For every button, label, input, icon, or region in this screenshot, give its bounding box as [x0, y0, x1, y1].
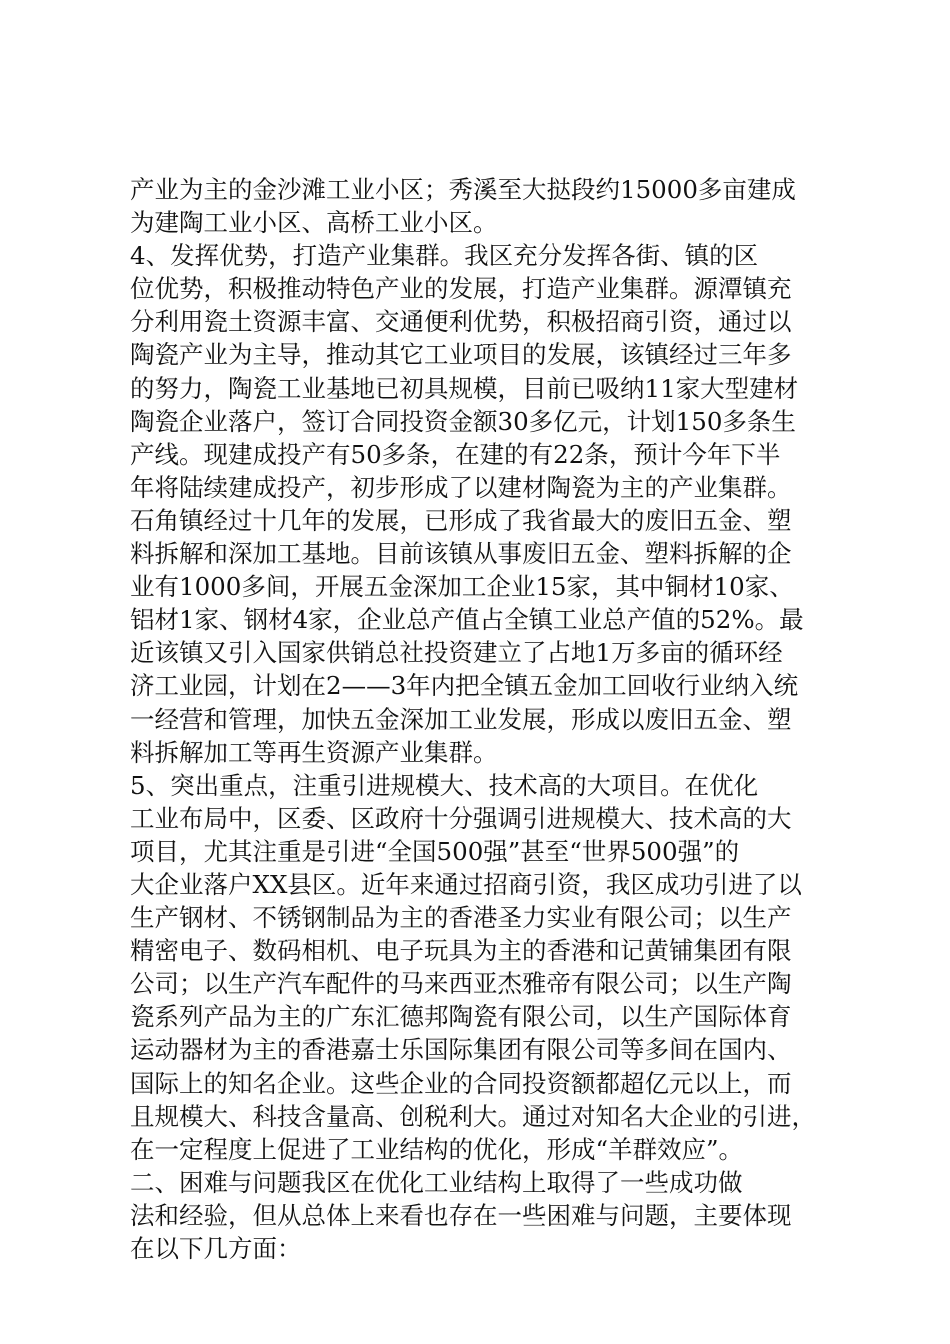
- paragraph-industry-clusters: 4、发挥优势，打造产业集群。我区充分发挥各街、镇的区 位优势，积极推动特色产业的发展，打造产业集群。源潭镇充 分利用瓷土资源丰富、交通便利优势，积极招商引资，通过以 陶瓷产业为主导，推动其它工业项目的发展，该镇经过三年多 的努力，陶瓷工业基地已初具规模，目前已吸纳11家大型建材 陶瓷企业落户，签订合同投资金额30多亿元，计划150多条生 产线。现建成投产有50多条，在建的有22条，预计今年下半 年将陆续建成投产，初步形成了以建材陶瓷为主的产业集群。 石角镇经过十几年的发展，已形成了我省最大的废旧五金、塑 料拆解和深加工基地。目前该镇从事废旧五金、塑料拆解的企 业有1000多间，开展五金深加工企业15家，其中铜材10家、 铝材1家、钢材4家，企业总产值占全镇工业总产值的52%。最 近该镇又引入国家供销总社投资建立了占地1万多亩的循环经 济工业园，计划在2——3年内把全镇五金加工回收行业纳入统 一经营和管理，加快五金深加工业发展，形成以废旧五金、塑 料拆解加工等再生资源产业集群。: [130, 241, 804, 767]
- paragraph-major-projects: 5、突出重点，注重引进规模大、技术高的大项目。在优化 工业布局中，区委、区政府十分强调引进规模大、技术高的大 项目，尤其注重是引进“全国500强”甚至“世界500强”的 大企业落户XX县区。近年来通过招商引资，我区成功引进了以 生产钢材、不锈钢制品为主的香港圣力实业有限公司；以生产 精密电子、数码相机、电子玩具为主的香港和记黄铺集团有限 公司；以生产汽车配件的马来西亚杰雅帝有限公司；以生产陶 瓷系列产品为主的广东汇德邦陶瓷有限公司，以生产国际体育 运动器材为主的香港嘉士乐国际集团有限公司等多间在国内、 国际上的知名企业。这些企业的合同投资额都超亿元以上，而 且规模大、科技含量高、创税利大。通过对知名大企业的引进， 在一定程度上促进了工业结构的优化，形成“羊群效应”。: [130, 770, 816, 1164]
- body-text: [130, 173, 846, 1265]
- paragraph-industrial-zones: 产业为主的金沙滩工业小区；秀溪至大挞段约15000多亩建成 为建陶工业小区、高桥工业小区。: [130, 175, 796, 238]
- paragraph-difficulties: 二、困难与问题我区在优化工业结构上取得了一些成功做 法和经验，但从总体上来看也存在一些困难与问题，主要体现 在以下几方面：: [130, 1167, 792, 1263]
